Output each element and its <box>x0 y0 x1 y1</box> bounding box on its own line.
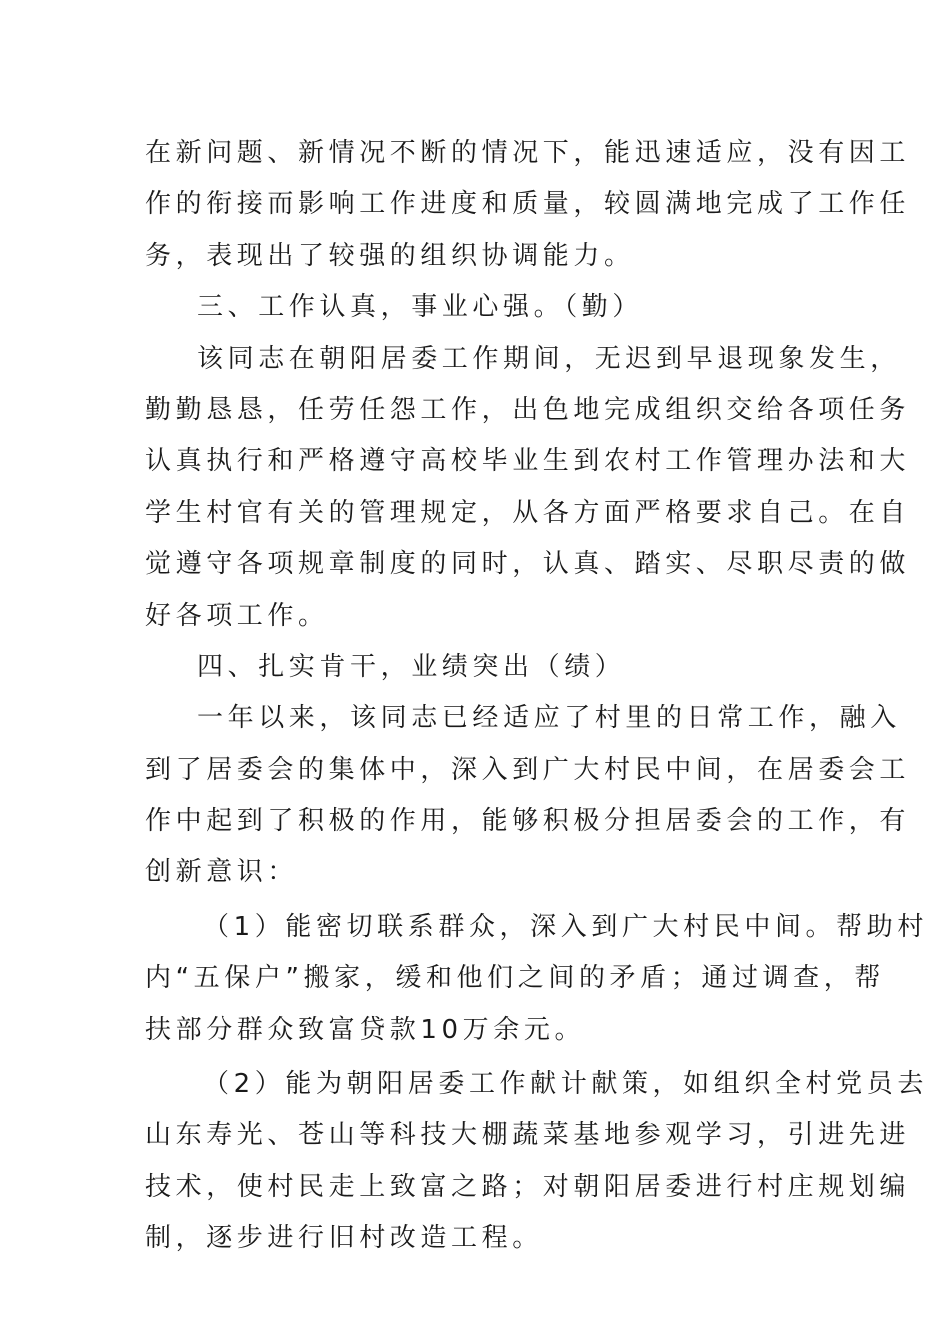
text-line: 觉遵守各项规章制度的同时，认真、踏实、尽职尽责的做 <box>145 549 911 580</box>
text-line: 制，逐步进行旧村改造工程。 <box>145 1223 543 1254</box>
text-line: 勤勤恳恳，任劳任怨工作，出色地完成组织交给各项任务 <box>145 394 911 425</box>
text-line: 认真执行和严格遵守高校毕业生到农村工作管理办法和大 <box>145 446 911 477</box>
section-heading-3: 三、工作认真，事业心强。（勤） <box>197 292 644 323</box>
text-line: 好各项工作。 <box>145 600 329 631</box>
section-heading-4: 四、扎实肯干，业绩突出（绩） <box>197 651 626 682</box>
text-line: 到了居委会的集体中，深入到广大村民中间，在居委会工 <box>145 754 911 785</box>
text-line: 作中起到了积极的作用，能够积极分担居委会的工作，有 <box>145 806 911 837</box>
text-line: 在新问题、新情况不断的情况下，能迅速适应，没有因工 <box>145 138 911 168</box>
text-line: 学生村官有关的管理规定，从各方面严格要求自己。在自 <box>145 497 911 528</box>
text-line: 内“五保户”搬家，缓和他们之间的矛盾；通过调查，帮 <box>145 963 885 994</box>
text-line: 该同志在朝阳居委工作期间，无迟到早退现象发生， <box>197 343 901 374</box>
text-line: 务，表现出了较强的组织协调能力。 <box>145 240 635 271</box>
document-body <box>145 128 928 1265</box>
text-line: 技术，使村民走上致富之路；对朝阳居委进行村庄规划编 <box>145 1171 911 1202</box>
text-line: 一年以来，该同志已经适应了村里的日常工作，融入 <box>197 703 901 734</box>
text-line: 作的衔接而影响工作进度和质量，较圆满地完成了工作任 <box>145 189 911 220</box>
list-item-1: （1）能密切联系群众，深入到广大村民中间。帮助村 <box>203 911 928 942</box>
text-line: 创新意识： <box>145 857 299 888</box>
text-line: 山东寿光、苍山等科技大棚蔬菜基地参观学习，引进先进 <box>145 1120 911 1151</box>
text-line: 扶部分群众致富贷款10万余元。 <box>145 1014 586 1045</box>
list-item-2: （2）能为朝阳居委工作献计献策，如组织全村党员去 <box>203 1069 928 1100</box>
